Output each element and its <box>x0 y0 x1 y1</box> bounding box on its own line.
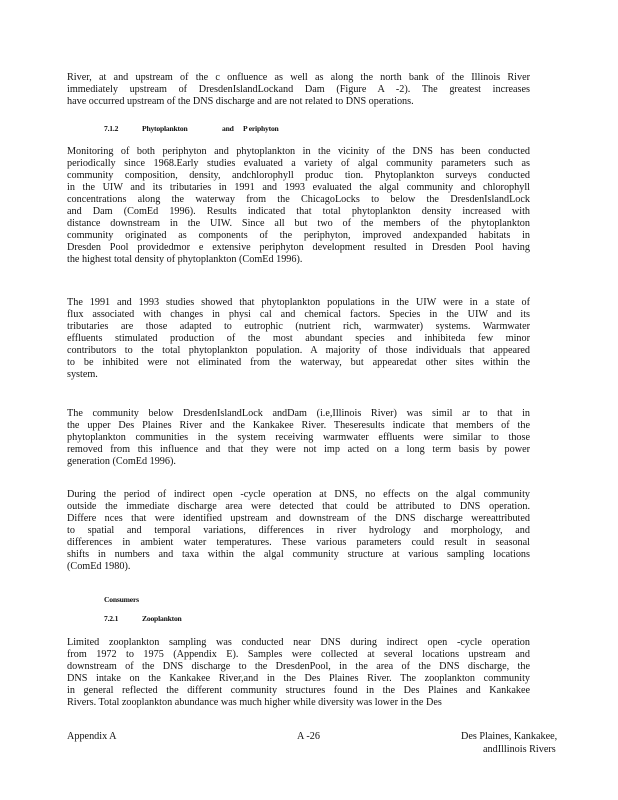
text-line: Rivers. Total zooplankton abundance was much higher while diversity was lower in the Des <box>67 697 442 709</box>
text-line: effluents stimulated production of the most abundant species and inhibiteda few minor <box>67 333 530 345</box>
text-line: Limited zooplankton sampling was conducted near DNS during indirect open -cycle operation <box>67 637 530 648</box>
text-line: removed from this influence and that they were not imp acted on a long term basis by power <box>67 444 530 456</box>
paragraph-illinois-river-increases <box>67 72 530 108</box>
text-line: the upper Des Plaines River and the Kankakee River. Theseresults indicate that members of the <box>67 420 530 432</box>
heading-section-number-7-1-2: 7.1.2 <box>104 124 119 133</box>
text-line: system. <box>67 369 98 381</box>
text-line: River, at and upstream of the c onfluence as well as along the north bank of the Illinois River <box>67 72 530 83</box>
text-line: DNS intake on the Kankakee River,and in the Des Plaines River. The zooplankton community <box>67 673 530 685</box>
paragraph-indirect-open-cycle <box>67 489 530 573</box>
heading-phytoplankton: Phytoplankton <box>142 124 188 133</box>
heading-and: and <box>222 124 234 133</box>
text-line: Monitoring of both periphyton and phytoplankton in the vicinity of the DNS has been conducted <box>67 146 530 157</box>
text-line: downstream of the DNS discharge to the DresdenPool, in the area of the DNS discharge, the <box>67 661 530 673</box>
text-line: periodically since 1968.Early studies evaluated a variety of algal community parameters such as <box>67 158 530 170</box>
paragraph-community-below-dresden <box>67 408 530 468</box>
heading-zooplankton: Zooplankton <box>142 614 182 623</box>
text-line: The 1991 and 1993 studies showed that phytoplankton populations in the UIW were in a state of <box>67 297 530 308</box>
footer-river-title-line2: andIllinois Rivers <box>483 744 556 755</box>
text-line: Dresden Pool providedmor e extensive periphyton development resulted in Dresden Pool having <box>67 242 530 254</box>
footer-page-number: A -26 <box>297 731 320 742</box>
text-line: distance downstream in the UIW. Since all but two of the members of the phytoplankton <box>67 218 530 230</box>
text-line: Differe nces that were identified upstream and downstream of the DNS discharge wereattributed <box>67 513 530 525</box>
text-line: community composition, density, andchlorophyll produc tion. Phytoplankton surveys conducted <box>67 170 530 182</box>
footer-river-title-line1: Des Plaines, Kankakee, <box>461 731 558 742</box>
text-line: contributors to the total phytoplankton population. A majority of those individuals that appeared <box>67 345 530 357</box>
text-line: flux associated with changes in physi cal and chemical factors. Species in the UIW and its <box>67 309 530 321</box>
heading-section-number-7-2-1: 7.2.1 <box>104 614 119 623</box>
heading-periphyton: P eriphyton <box>243 124 279 133</box>
text-line: The community below DresdenIslandLock andDam (i.e,Illinois River) was simil ar to that in <box>67 408 530 419</box>
text-line: tributaries are those adapted to eutrophic (nutrient rich, warmwater) systems. Warmwater <box>67 321 530 333</box>
text-line: community originated as components of the periphyton, improved andexpanded habitats in <box>67 230 530 242</box>
paragraph-1991-1993-studies <box>67 297 530 381</box>
text-line: generation (ComEd 1996). <box>67 456 176 468</box>
text-line: to be inhibited were not eliminated from the waterway, but appearedat other sites within the <box>67 357 530 369</box>
text-line: shifts in numbers and taxa within the algal community structure at various sampling locations <box>67 549 530 561</box>
text-line: phytoplankton communities in the system receiving warmwater effluents were similar to those <box>67 432 530 444</box>
text-line: to spatial and temporal variations, differences in river hydrology and morphology, and <box>67 525 530 537</box>
footer-appendix-label: Appendix A <box>67 731 117 742</box>
text-line: (ComEd 1980). <box>67 561 131 573</box>
text-line: outside the immediate discharge area were detected that could be attributed to DNS operation. <box>67 501 530 513</box>
text-line: in general reflected the different community structures found in the Des Plaines and Kankakee <box>67 685 530 697</box>
heading-consumers: Consumers <box>104 595 139 604</box>
paragraph-limited-zooplankton <box>67 637 530 709</box>
text-line: the highest total density of phytoplankton (ComEd 1996). <box>67 254 303 266</box>
text-line: have occurred upstream of the DNS discharge and are not related to DNS operations. <box>67 96 414 108</box>
text-line: concentrations along the waterway from the ChicagoLocks to below the DresdenIslandLock <box>67 194 530 206</box>
text-line: differences in ambient water temperatures. These various parameters could result in seasonal <box>67 537 530 549</box>
text-line: from 1972 to 1975 (Appendix E). Samples were collected at several locations upstream and <box>67 649 530 661</box>
paragraph-monitoring <box>67 146 530 266</box>
text-line: immediately upstream of DresdenIslandLockand Dam (Figure A -2). The greatest increases <box>67 84 530 96</box>
text-line: During the period of indirect open -cycle operation at DNS, no effects on the algal community <box>67 489 530 500</box>
text-line: in the UIW and its tributaries in 1991 and 1993 evaluated the algal community and chlorophyll <box>67 182 530 194</box>
text-line: and Dam (ComEd 1996). Results indicated that total phytoplankton density increased with <box>67 206 530 218</box>
